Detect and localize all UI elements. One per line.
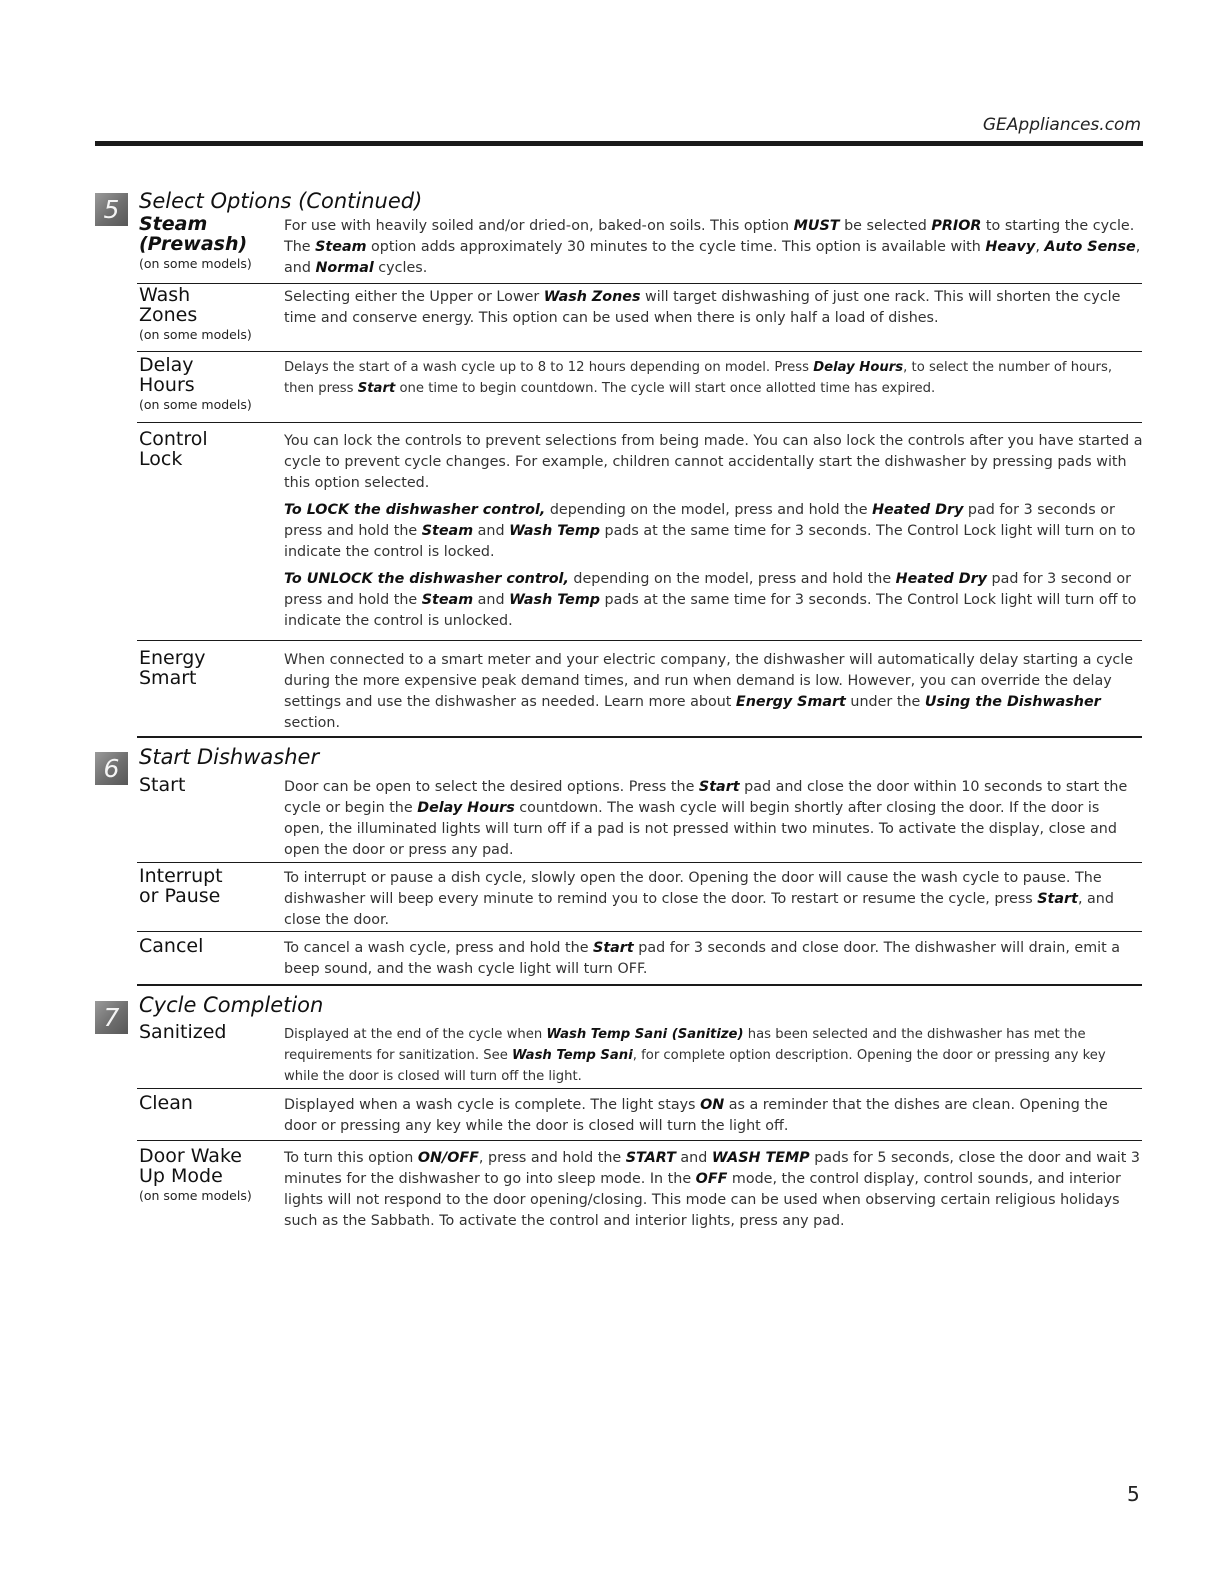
steam-desc: For use with heavily soiled and/or dried-on, baked-on soils. This option MUST be selected PRIOR to starting the cycle. The Steam option adds approximately 30 minutes to the cycle time. This option is available with Heavy, Auto Sense, and Normal cycles. [284, 218, 1141, 276]
interrupt-row [137, 866, 1142, 932]
section-5-title: Select Options (Continued) [139, 189, 423, 213]
wash-zones-desc: Selecting either the Upper or Lower Wash Zones will target dishwashing of just one rack. This will shorten the cycle time and conserve energy. This option can be used when there is only half a load of dishes. [284, 289, 1121, 326]
steam-term: Steam (Prewash) (on some models) [139, 214, 279, 273]
delay-hours-desc: Delays the start of a wash cycle up to 8 to 12 hours depending on model. Press Delay Hours, to select the number of hours, then press Start one time to begin countdown. The cycle will start once allotted time has expired. [284, 360, 1113, 396]
page-number: 5 [1127, 1482, 1140, 1506]
start-term: Start [139, 774, 186, 796]
steam-note: (on some models) [139, 256, 252, 271]
delay-hours-term: Delay Hours (on some models) [139, 354, 252, 412]
section-6-title: Start Dishwasher [139, 745, 320, 769]
interrupt-desc: To interrupt or pause a dish cycle, slowly open the door. Opening the door will cause the wash cycle to pause. The dishwasher will beep every minute to remind you to close the door. To restart or resume the cycle, press Start, and close the door. [284, 870, 1114, 928]
clean-desc: Displayed when a wash cycle is complete. The light stays ON as a reminder that the dishes are clean. Opening the door or pressing any key while the door is closed will turn the light off. [284, 1097, 1108, 1134]
control-lock-desc: You can lock the controls to prevent selections from being made. You can also lock the controls after you have started a cycle to prevent cycle changes. For example, children cannot accidentally start the dishwasher by pressing pads with this option selected. To LOCK the dishwasher control, depending on the model, press and hold the Heated Dry pad for 3 seconds or press and hold the Steam and Wash Temp pads at the same time for 3 seconds. The Control Lock light will turn on to indicate the control is locked. To UNLOCK the dishwasher control, depending on the model, press and hold the Heated Dry pad for 3 second or press and hold the Steam and Wash Temp pads at the same time for 3 seconds. The Control Lock light will turn off to indicate the control is unlocked. [284, 433, 1143, 629]
start-desc: Door can be open to select the desired options. Press the Start pad and close the door within 10 seconds to start the cycle or begin the Delay Hours countdown. The wash cycle will begin shortly after closing the door. If the door is open, the illuminated lights will turn off if a pad is not pressed within two minutes. To activate the display, close and open the door or press any pad. [284, 779, 1128, 858]
energy-smart-row [137, 648, 1142, 738]
cancel-desc: To cancel a wash cycle, press and hold the Start pad for 3 seconds and close door. The dishwasher will drain, emit a beep sound, and the wash cycle light will turn OFF. [284, 940, 1121, 977]
energy-smart-term: Energy Smart [139, 647, 206, 689]
door-wake-desc: To turn this option ON/OFF, press and hold the START and WASH TEMP pads for 5 seconds, close the door and wait 3 minutes for the dishwasher to go into sleep mode. In the OFF mode, the control display, control sounds, and interior lights will not respond to the door opening/closing. This mode can be used when observing certain religious holidays such as the Sabbath. To activate the control and interior lights, press any pad. [284, 1150, 1140, 1229]
sanitized-desc: Displayed at the end of the cycle when Wash Temp Sani (Sanitize) has been selected and the dishwasher has met the requirements for sanitization. See Wash Temp Sani, for complete option description. Opening the door or pressing any key while the door is closed will turn off the light. [284, 1027, 1106, 1084]
section-6-badge: 6 [95, 752, 128, 785]
interrupt-term: Interrupt or Pause [139, 865, 223, 907]
wash-zones-term: Wash Zones (on some models) [139, 284, 252, 342]
cancel-row [137, 936, 1142, 986]
door-wake-term: Door Wake Up Mode (on some models) [139, 1145, 252, 1203]
control-lock-row [137, 429, 1142, 641]
clean-row [137, 1093, 1142, 1141]
header-rule [95, 141, 1143, 146]
section-7-title: Cycle Completion [139, 993, 324, 1017]
clean-term: Clean [139, 1092, 193, 1114]
sanitized-term: Sanitized [139, 1021, 227, 1043]
delay-hours-row [137, 355, 1142, 423]
steam-row [137, 214, 1142, 284]
door-wake-row [137, 1146, 1142, 1236]
sanitized-row [137, 1022, 1142, 1089]
energy-smart-desc: When connected to a smart meter and your electric company, the dishwasher will automatically delay starting a cycle during the more expensive peak demand times, and run when demand is low. However, you can override the delay settings and use the dishwasher as needed. Learn more about Energy Smart under the Using the Dishwasher section. [284, 652, 1134, 731]
start-row [137, 775, 1142, 863]
cancel-term: Cancel [139, 935, 204, 957]
site-url: GEAppliances.com [982, 115, 1141, 135]
section-5-badge: 5 [95, 193, 128, 226]
control-lock-term: Control Lock [139, 428, 208, 470]
wash-zones-row [137, 285, 1142, 352]
section-7-badge: 7 [95, 1001, 128, 1034]
